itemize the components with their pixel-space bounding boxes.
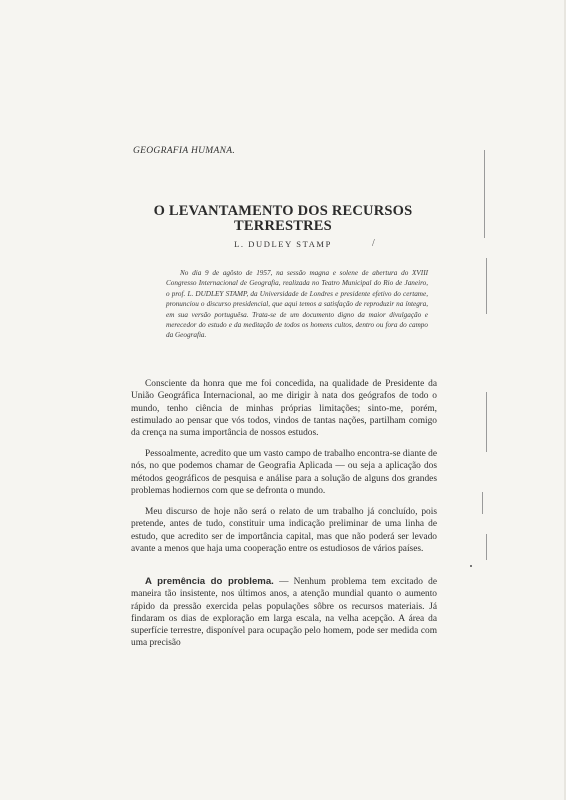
body-paragraph-1: Consciente da honra que me foi concedida, na qualidade de Presidente da União Geográfica Internacional, ao me dirigir à nata dos geógrafos de todo o mundo, tenho ciência de minhas próprias limitações; sinto-me, porém, estimulado ao pensar que vós todos, vindos de tantas nações, partilham comigo da crença na suma importância de nossos estudos.: [131, 379, 437, 439]
margin-mark: /: [372, 238, 375, 249]
scan-margin-line: [482, 492, 483, 514]
author-name: L. DUDLEY STAMP: [234, 239, 332, 249]
section-text: — Nenhum problema tem excitado de maneira tão insistente, nos últimos anos, a atenção mundial quanto o aumento rápido da pressão exercida pelas populações sôbre os recursos materiais. Já findaram os dias de exploração em larga escala, na velha acepção. A área da superfície terrestre, disponível para ocupação pelo homem, pode ser medida com uma precisão: [131, 577, 437, 649]
scan-margin-line: [484, 150, 485, 238]
body-paragraph-3: Meu discurso de hoje não será o relato de um trabalho já concluído, pois pretende, antes de tudo, constituir uma indicação preliminar de uma linha de estudo, que acredito ser de importância capital, mas que não poderá ser levado avante a menos que haja uma cooperação entre os estudiosos de vários países.: [131, 507, 437, 554]
section-label: GEOGRAFIA HUMANA.: [133, 146, 236, 156]
body-paragraph-2: Pessoalmente, acredito que um vasto campo de trabalho encontra-se diante de nós, no que podemos chamar de Geografia Aplicada — ou seja a aplicação dos métodos geográficos de pesquisa e análise para a solução de alguns dos grandes problemas hodiernos com que se defronta o mundo.: [131, 449, 437, 496]
article-title: O LEVANTAMENTO DOS RECURSOS TERRESTRES: [153, 203, 413, 234]
section-heading: A premência do problema.: [145, 576, 274, 587]
scan-margin-line: [486, 258, 487, 314]
editorial-note: No dia 9 de agôsto de 1957, na sessão magna e solene de abertura do XVIII Congresso Internacional de Geografia, realizada no Teatro Municipal do Rio de Janeiro, o prof. L. DUDLEY STAMP, da Universidade de Londres e presidente efetivo do certame, pronunciou o discurso presidencial, que aqui temos a satisfação de reproduzir na íntegra, em sua versão portuguêsa. Trata-se de um documento digno da maior divulgação e merecedor do estudo e da meditação de todos os homens cultos, dentro ou fora do campo da Geografia.: [166, 269, 428, 340]
scan-speck: [470, 565, 472, 567]
body-paragraph-4: [131, 576, 437, 650]
scan-margin-line: [486, 534, 487, 560]
scan-margin-line: [486, 392, 487, 452]
